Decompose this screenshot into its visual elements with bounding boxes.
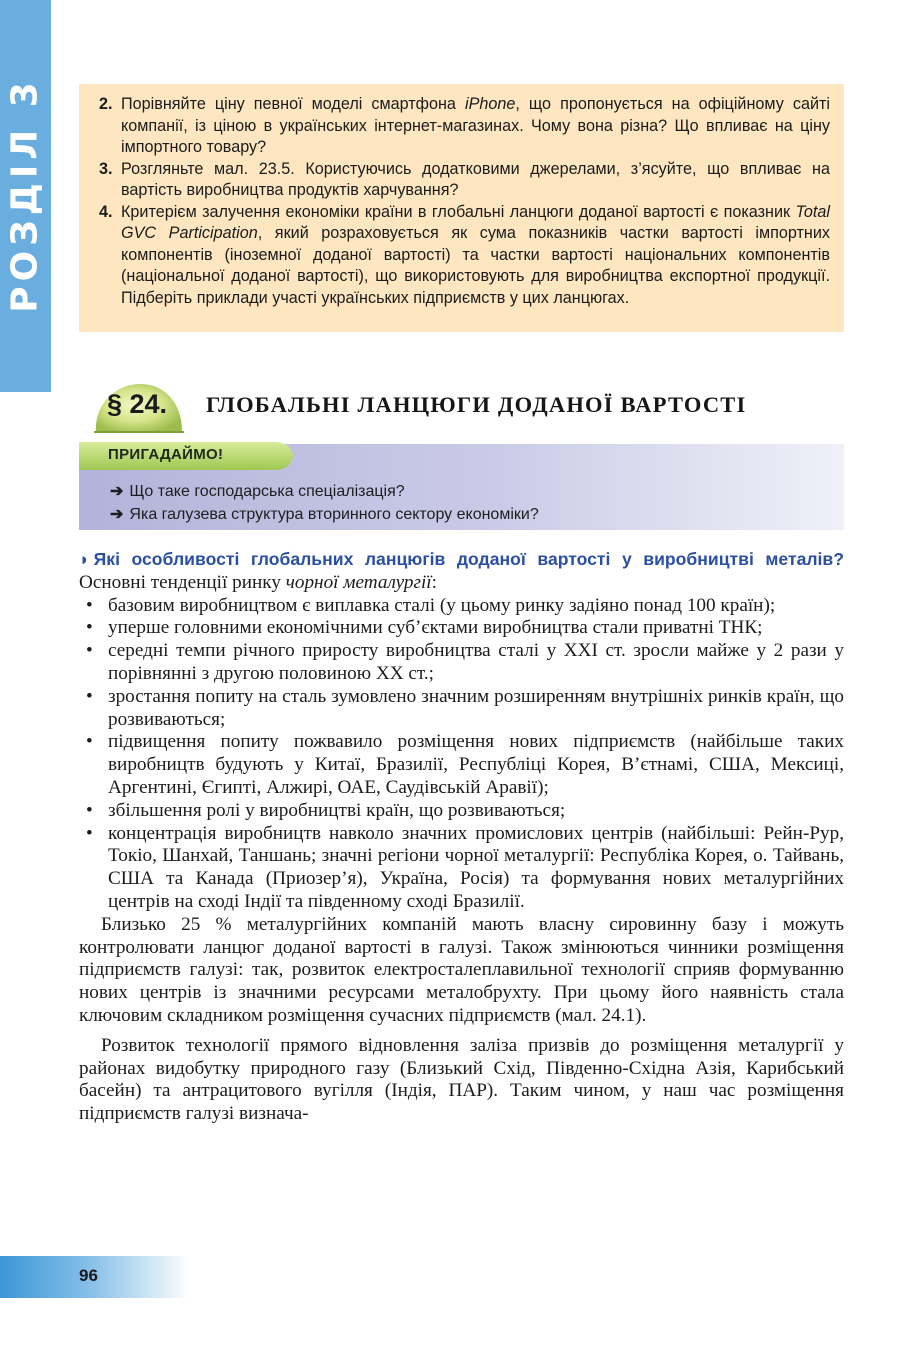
topic-paragraph — [79, 548, 844, 595]
bullet-icon: • — [86, 731, 93, 753]
bullet-icon: • — [86, 799, 93, 821]
task-text: , що пропонується на офіційному сайті компанії, із ціною в українських інтернет-магазинах. Чому вона різна? Що впливає на ціну імпортного товару? — [121, 95, 830, 156]
intro-end: : — [431, 571, 437, 593]
list-item-text: підвищення попиту пожвавило розміщення нових підприємств (найбільше таких виробництв будують у Китаї, Бразилії, Республіці Корея, В’єтнамі, США, Мексиці, Аргентині, Єгипті, Алжирі, ОАЕ, Саудівській Аравії); — [108, 731, 844, 798]
page-number: 96 — [79, 1266, 98, 1285]
task-text: , який розраховується як сума показників частки вартості імпортних компонентів (іноземної доданої вартості) та частки вартості національних компонентів (національної доданої вартості), що використовують для виробництва експортної продукції. Підберіть приклади участі українських підприємств у цих ланцюгах. — [121, 224, 830, 307]
arrow-right-icon: ➔ — [110, 483, 124, 500]
recall-label: ПРИГАДАЙМО! — [108, 446, 224, 463]
recall-question — [110, 504, 539, 524]
task-number: 2. — [99, 95, 113, 113]
bullet-icon: • — [86, 685, 93, 707]
list-item-text: середні темпи річного приросту виробництва сталі у XXI ст. зросли майже у 2 рази у порівнянні з другою половиною XX ст.; — [108, 640, 844, 684]
bullet-icon: • — [86, 640, 93, 662]
tasks-box — [79, 84, 844, 332]
topic-question — [79, 549, 844, 569]
recall-question — [110, 481, 405, 501]
chapter-side-tab — [0, 0, 51, 392]
task-text: Критерієм залучення економіки країни в глобальні ланцюги доданої вартості є показник — [121, 202, 796, 221]
body-paragraph: Близько 25 % металургійних компаній мають власну сировинну базу і можуть контролювати ланцюг доданої вартості в галузі. Також змінюються чинники розміщення підприємств галузі: так, розвиток електросталеплавильної технології сприяв формуванню нових центрів із значними ресурсами металобрухту. При цьому його наявність стала ключовим складником розміщення сучасних підприємств (мал. 24.1). — [79, 913, 844, 1026]
section-number-badge — [88, 380, 186, 438]
bullet-icon: • — [86, 822, 93, 844]
topic-question-text: Які особливості глобальних ланцюгів доданої вартості у виробництві металів? — [93, 549, 844, 569]
list-item — [86, 685, 844, 732]
intro-term: чорної металургії — [285, 571, 432, 593]
task-number: 4. — [99, 202, 113, 221]
recall-tab — [79, 442, 294, 470]
arrow-right-icon: ➔ — [110, 506, 124, 523]
task-item — [99, 202, 830, 310]
list-item — [86, 594, 844, 618]
list-item — [86, 640, 844, 686]
list-item — [86, 617, 844, 640]
task-item — [99, 159, 830, 202]
task-term: iPhone — [464, 95, 516, 113]
list-item-text: уперше головними економічними суб’єктами виробництва стали приватні ТНК; — [108, 617, 763, 639]
section-title: ГЛОБАЛЬНІ ЛАНЦЮГИ ДОДАНОЇ ВАРТОСТІ — [206, 392, 747, 417]
recall-question-text: Яка галузева структура вторинного сектору економіки? — [129, 506, 539, 523]
bullet-icon: • — [86, 617, 93, 639]
recall-question-text: Що таке господарська спеціалізація? — [129, 483, 405, 500]
list-item — [86, 822, 844, 914]
task-term: Total GVC Participation — [121, 202, 830, 242]
section-marker-icon: ◗ — [79, 549, 90, 569]
main-text — [79, 548, 844, 1126]
body-paragraph: Розвиток технології прямого відновлення заліза призвів до розміщення металургії у районах видобутку природного газу (Близький Схід, Південно-Східна Азія, Карибський басейн) та антрацитового вугілля (Індія, ПАР). Таким чином, у наш час розміщення підприємств галузі визнача- — [79, 1034, 844, 1125]
list-item-text: концентрація виробництв навколо значних промислових центрів (найбільші: Рейн-Рур, Токіо, Шанхай, Таншань; значні регіони чорної металургії: Республіка Корея, о. Тайвань, США та Канада (Приозер’я), Україна, Росія) та формування нових металургійних центрів на сході Індії та південному сході Бразилії. — [108, 822, 844, 912]
list-item-text: базовим виробництвом є виплавка сталі (у цьому ринку задіяно понад 100 країн); — [108, 594, 776, 616]
list-item-text: зростання попиту на сталь зумовлено значним розширенням внутрішніх ринків країн, що розвиваються; — [108, 685, 844, 730]
list-item — [86, 731, 844, 799]
task-number: 3. — [99, 159, 113, 178]
list-item-text: збільшення ролі у виробництві країн, що розвиваються; — [108, 799, 566, 821]
task-item — [99, 94, 830, 159]
bullet-icon: • — [86, 594, 93, 616]
chapter-label: РОЗДІЛ 3 — [4, 77, 46, 313]
list-item — [86, 799, 844, 823]
task-text: Порівняйте ціну певної моделі смартфона — [121, 95, 465, 113]
intro-text: Основні тенденції ринку — [79, 571, 286, 593]
task-text: Розгляньте мал. 23.5. Користуючись додатковими джерелами, з’ясуйте, що впливає на вартість виробництва продуктів харчування? — [121, 159, 830, 199]
trends-list — [79, 595, 844, 914]
section-number: § 24. — [106, 389, 168, 419]
